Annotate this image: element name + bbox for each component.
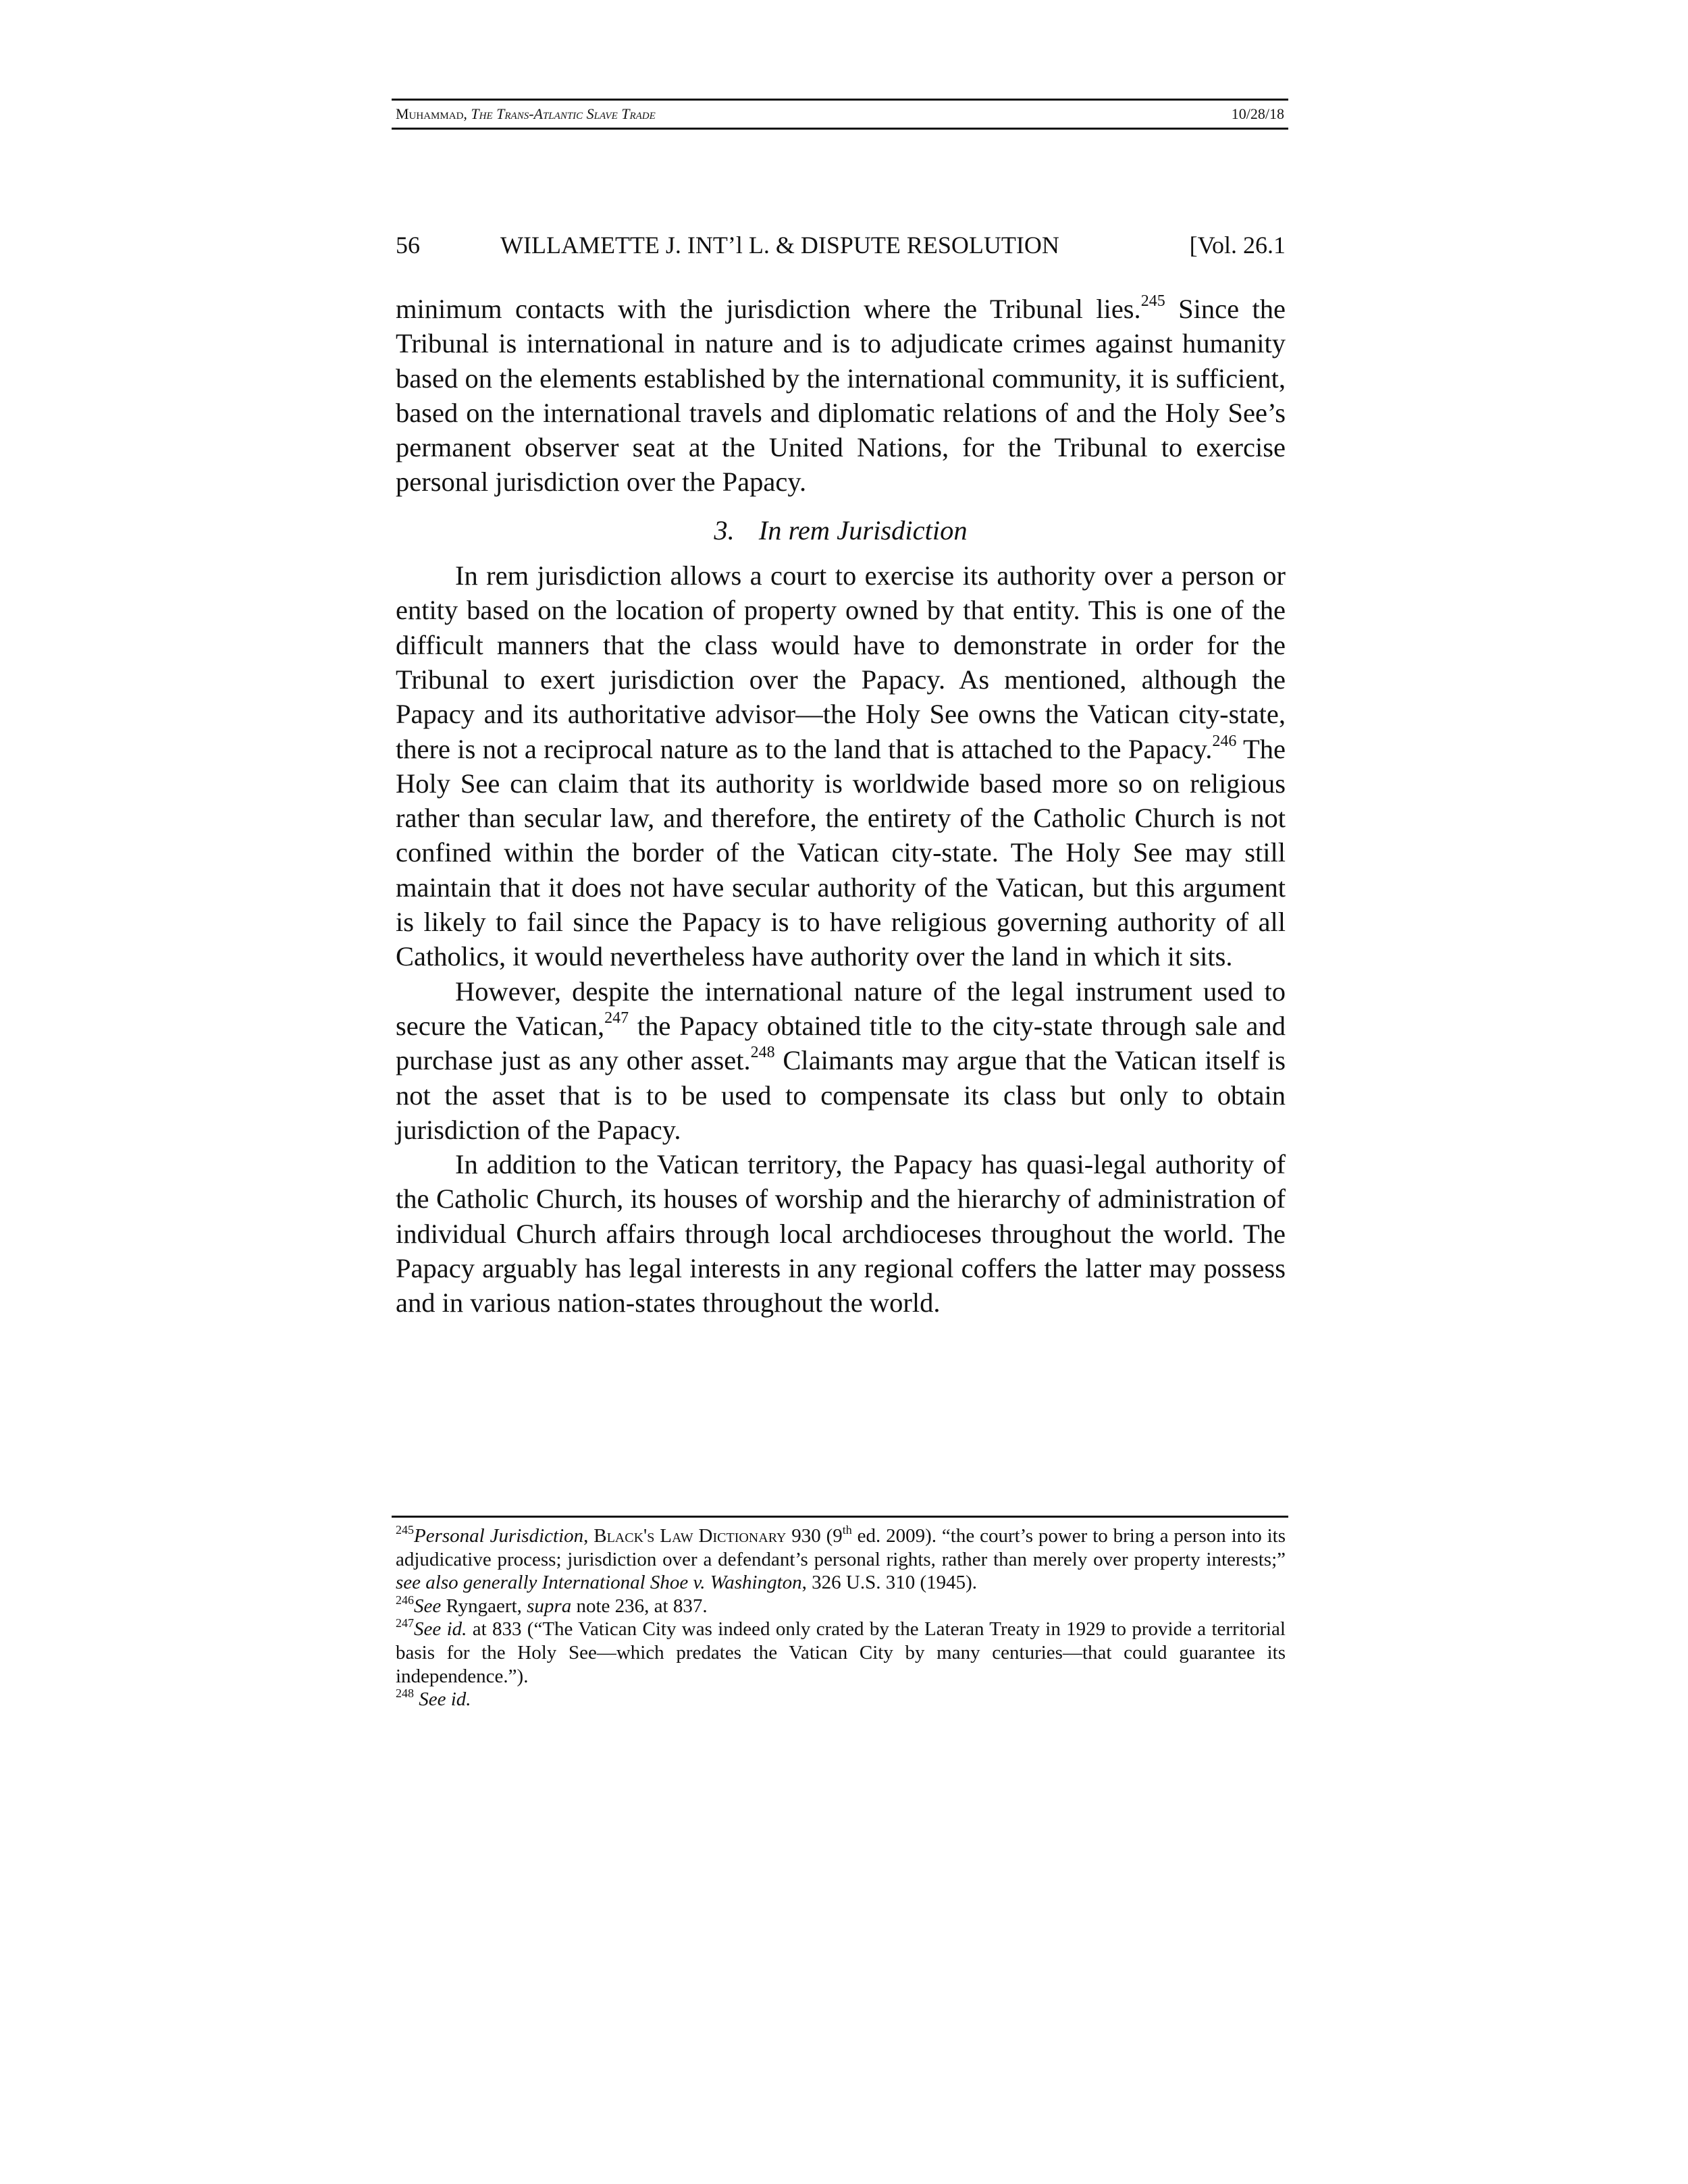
footnote-text: note 236, at 837. (571, 1595, 708, 1617)
footnote-ref-248[interactable]: 248 (750, 1044, 775, 1062)
section-title: In rem Jurisdiction (758, 514, 968, 545)
page-number: 56 (396, 232, 420, 259)
section-heading (396, 513, 1286, 548)
journal-title: WILLAMETTE J. INT’l L. & DISPUTE RESOLUTION (500, 232, 1059, 259)
running-header-title: The Trans-Atlantic Slave Trade (471, 105, 656, 122)
paragraph-text: minimum contacts with the jurisdiction where the Tribunal lies. (396, 294, 1141, 324)
footnote-ref-246[interactable]: 246 (1212, 732, 1237, 750)
footnote-citation: , 326 U.S. 310 (1945). (801, 1572, 978, 1594)
footnote-number: 247 (396, 1616, 414, 1630)
volume-label: [Vol. 26.1 (1189, 232, 1286, 259)
footnote-245: $^{245}$Personal Jurisdiction, Black's Law Dictionary 930 (9th ed. 2009). “the court’s power to bring a person into its adjudicative process; jurisdiction over a defendant’s personal rights, rather than merely over property interests;” see also generally International Shoe v. Washington, 326 U.S. 310 (1945). (396, 1523, 1286, 1594)
running-header-author: Muhammad, (396, 105, 467, 122)
section-number: 3. (714, 514, 735, 545)
footnote-text: at 833 (“The Vatican City was indeed only crated by the Lateran Treaty in 1929 to provide a territorial basis for the Holy See—which predates the Vatican City by many centuries—that could guarantee its independence.”). (396, 1618, 1286, 1687)
footnote-ref-245[interactable]: 245 (1140, 292, 1165, 310)
footnote-signal: See id. (414, 1618, 467, 1641)
running-header-date: 10/28/18 (1231, 105, 1284, 122)
paragraph-2 (396, 558, 1286, 974)
paragraph-text: the Papacy obtained title to the city-state through sale and purchase just as any other asset. (396, 1010, 1286, 1076)
footnote-246: $^{246}$See Ryngaert, supra note 236, at 837. (396, 1593, 708, 1617)
footnote-divider (392, 1516, 1288, 1518)
footnote-supra: supra (527, 1595, 572, 1617)
journal-header (396, 228, 1286, 262)
paragraph-text: However, despite the international nature of the legal instrument used to secure the Vatican, (396, 976, 1286, 1041)
paragraph-text: In rem jurisdiction allows a court to exercise its authority over a person or entity based on the location of property owned by that entity. This is one of the difficult manners that the class would have to demonstrate in order for the Tribunal to exert jurisdiction over the Papacy. As mentioned, although the Papacy and its authoritative advisor—the Holy See owns the Vatican city-state, there is not a reciprocal nature as to the land that is attached to the Papacy. (396, 560, 1286, 764)
running-header (392, 99, 1288, 130)
running-header-citation (396, 101, 656, 128)
paragraph-text: The Holy See can claim that its authority is worldwide based more so on religious rather than secular law, and therefore, the entirety of the Catholic Church is not confined within the border of the Vatican city-state. The Holy See may still maintain that it does not have secular authority of the Vatican, but this argument is likely to fail since the Papacy is to have religious governing authority of all Catholics, it would nevertheless have authority over the land in which it sits. (396, 733, 1286, 972)
body-text (396, 292, 1286, 1321)
footnote-author: Ryngaert (441, 1595, 517, 1617)
paragraph-4: In addition to the Vatican territory, the Papacy has quasi-legal authority of the Catholic Church, its houses of worship and the hierarchy of administration of individual Church affairs through local archdioceses throughout the world. The Papacy arguably has legal interests in any regional coffers the latter may possess and in various nation-states throughout the world. (396, 1149, 1286, 1319)
footnote-number: 246 (396, 1593, 414, 1607)
edition-superscript: th (842, 1523, 852, 1537)
footnote-source: Black's Law Dictionary (594, 1525, 787, 1547)
footnote-248 (396, 1688, 1286, 1711)
footnote-page: 930 (9 (786, 1525, 843, 1547)
footnote-title: Personal Jurisdiction (414, 1525, 584, 1547)
paragraph-text: Since the Tribunal is international in nature and is to adjudicate crimes against humanity based on the elements established by the international community, it is sufficient, based on the international travels and diplomatic relations of and the Holy See’s permanent observer seat at the United Nations, for the Tribunal to exercise personal jurisdiction over the Papacy. (396, 294, 1286, 498)
footnote-ref-247[interactable]: 247 (604, 1009, 629, 1027)
footnote-text: ed. 2009). “the court’s power to bring a person into its adjudicative process; jurisdiction over a defendant’s personal rights, rather than merely over property interests;” (396, 1525, 1286, 1570)
footnote-number: 245 (396, 1523, 414, 1537)
paragraph-text: Claimants may argue that the Vatican itself is not the asset that is to be used to compensate its class but only to obtain jurisdiction of the Papacy. (396, 1045, 1286, 1145)
footnote-number: 248 (396, 1686, 414, 1701)
footnotes (396, 1524, 1286, 1711)
footnote-see-also: see also generally International Shoe v. Washington (396, 1572, 802, 1594)
footnote-247 (396, 1618, 1286, 1688)
footnote-signal: See (414, 1595, 442, 1617)
footnote-signal: See id. (419, 1688, 471, 1711)
paragraph-1 (396, 292, 1286, 500)
paragraph-3 (396, 974, 1286, 1147)
